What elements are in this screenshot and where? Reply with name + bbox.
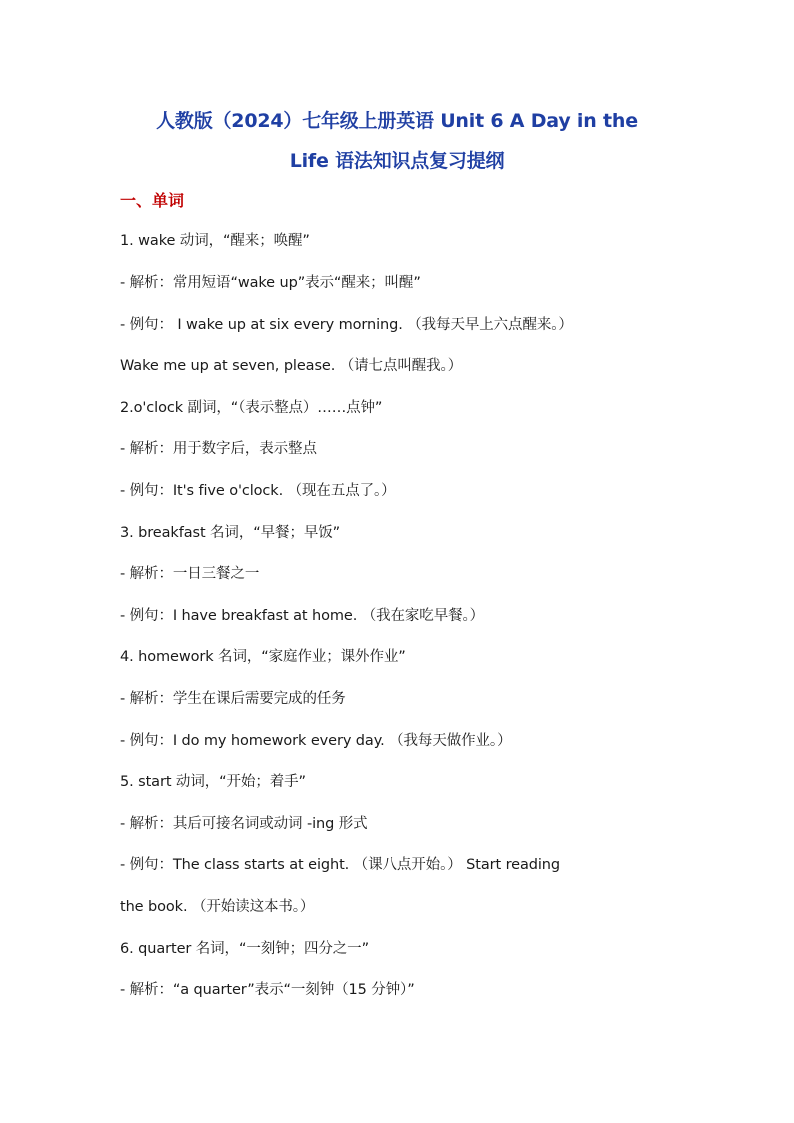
example-line: - 例句：The class starts at eight. （课八点开始。） Start reading [120,857,560,873]
analysis-line: - 解析：常用短语“wake up”表示“醒来；叫醒” [120,275,421,291]
example-line: - 例句：It's five o'clock. （现在五点了。） [120,483,396,499]
example-line: - 例句：I do my homework every day. （我每天做作业。） [120,733,512,749]
section-heading: 一、单词 [120,191,185,210]
analysis-line: - 解析：学生在课后需要完成的任务 [120,691,346,707]
example-line-continued: Wake me up at seven, please. （请七点叫醒我。） [120,358,463,374]
vocab-entry-start: 5. start 动词，“开始；着手” [120,774,306,790]
document-title-line-2: Life 语法知识点复习提纲 [289,150,505,172]
example-line-continued: the book. （开始读这本书。） [120,899,315,915]
analysis-line: - 解析：用于数字后，表示整点 [120,441,317,457]
vocab-entry-wake: 1. wake 动词，“醒来；唤醒” [120,233,310,249]
vocab-entry-homework: 4. homework 名词，“家庭作业；课外作业” [120,649,406,665]
vocab-entry-breakfast: 3. breakfast 名词，“早餐；早饭” [120,525,341,541]
analysis-line: - 解析：一日三餐之一 [120,566,260,582]
example-line: - 例句： I wake up at six every morning. （我每天早上六点醒来。） [120,317,573,333]
example-line: - 例句：I have breakfast at home. （我在家吃早餐。） [120,608,485,624]
vocab-entry-oclock: 2.o'clock 副词，“（表示整点）……点钟” [120,400,383,416]
vocab-entry-quarter: 6. quarter 名词，“一刻钟；四分之一” [120,941,369,957]
analysis-line: - 解析：其后可接名词或动词 -ing 形式 [120,816,368,832]
document-title-line-1: 人教版（2024）七年级上册英语 Unit 6 A Day in the [156,110,638,132]
analysis-line: - 解析：“a quarter”表示“一刻钟（15 分钟）” [120,982,415,998]
